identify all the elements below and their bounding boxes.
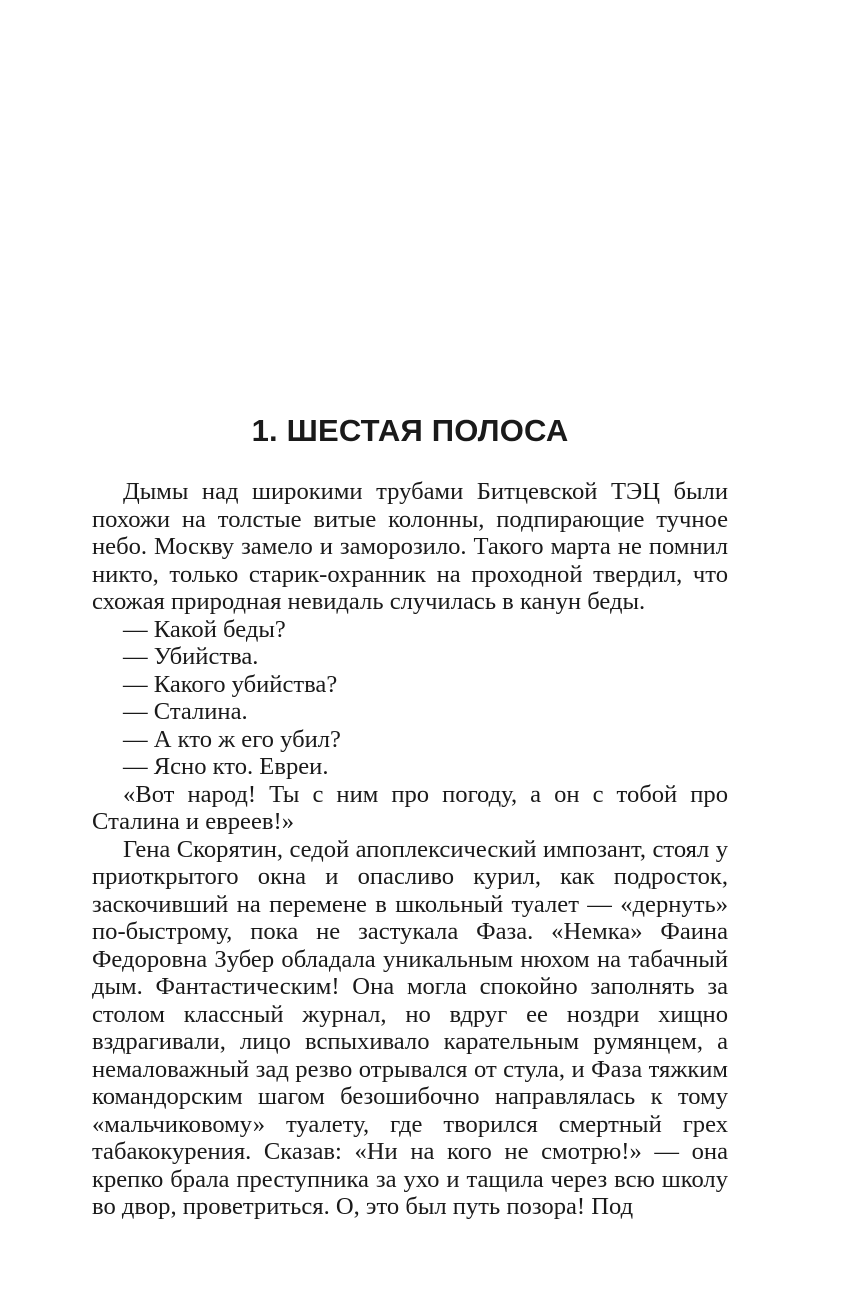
dialogue-line: — Убийства. xyxy=(123,643,259,670)
paragraph-gena: Гена Скорятин, седой апоплексический импозант, стоял у приоткрытого окна и опасливо курил, как подросток, заскочивший на перемене в школьный туалет — «дернуть» по-быстрому, пока не застукала Фаза. «Немка» Фаина Федоровна Зубер обладала уникальным нюхом на табачный дым. Фантастическим! Она могла спокойно заполнять за столом классный журнал, но вдруг ее ноздри хищно вздрагивали, лицо вспыхивало карательным румянцем, а немаловажный зад резво отрывался от стула, и Фаза тяжким командорским шагом безошибочно направлялась к тому «мальчиковому» туалету, где творился смертный грех табакокурения. Сказав: «Ни на кого не смотрю!» — она крепко брала преступника за ухо и тащила через всю школу во двор, проветриться. О, это был путь позора! Под xyxy=(92,835,728,1220)
dialogue-line: — Какого убийства? xyxy=(123,670,338,698)
dialogue-line: — Сталина. xyxy=(123,698,248,725)
dialogue-line: — Ясно кто. Евреи. xyxy=(123,753,329,780)
chapter-text xyxy=(92,478,728,1221)
paragraph-quote: «Вот народ! Ты с ним про погоду, а он с тобой про Сталина и евреев!» xyxy=(92,780,728,835)
dialogue-line: — Какой беды? xyxy=(123,615,286,643)
dialogue-line: — А кто ж его убил? xyxy=(123,725,341,753)
paragraph-intro: Дымы над широкими трубами Битцевской ТЭЦ были похожи на толстые витые колонны, подпирающие тучное небо. Москву замело и заморозило. Такого марта не помнил никто, только старик-охранник на проходной твердил, что схожая природная невидаль случилась в канун беды. xyxy=(92,478,728,615)
chapter-title: 1. ШЕСТАЯ ПОЛОСА xyxy=(251,413,569,448)
